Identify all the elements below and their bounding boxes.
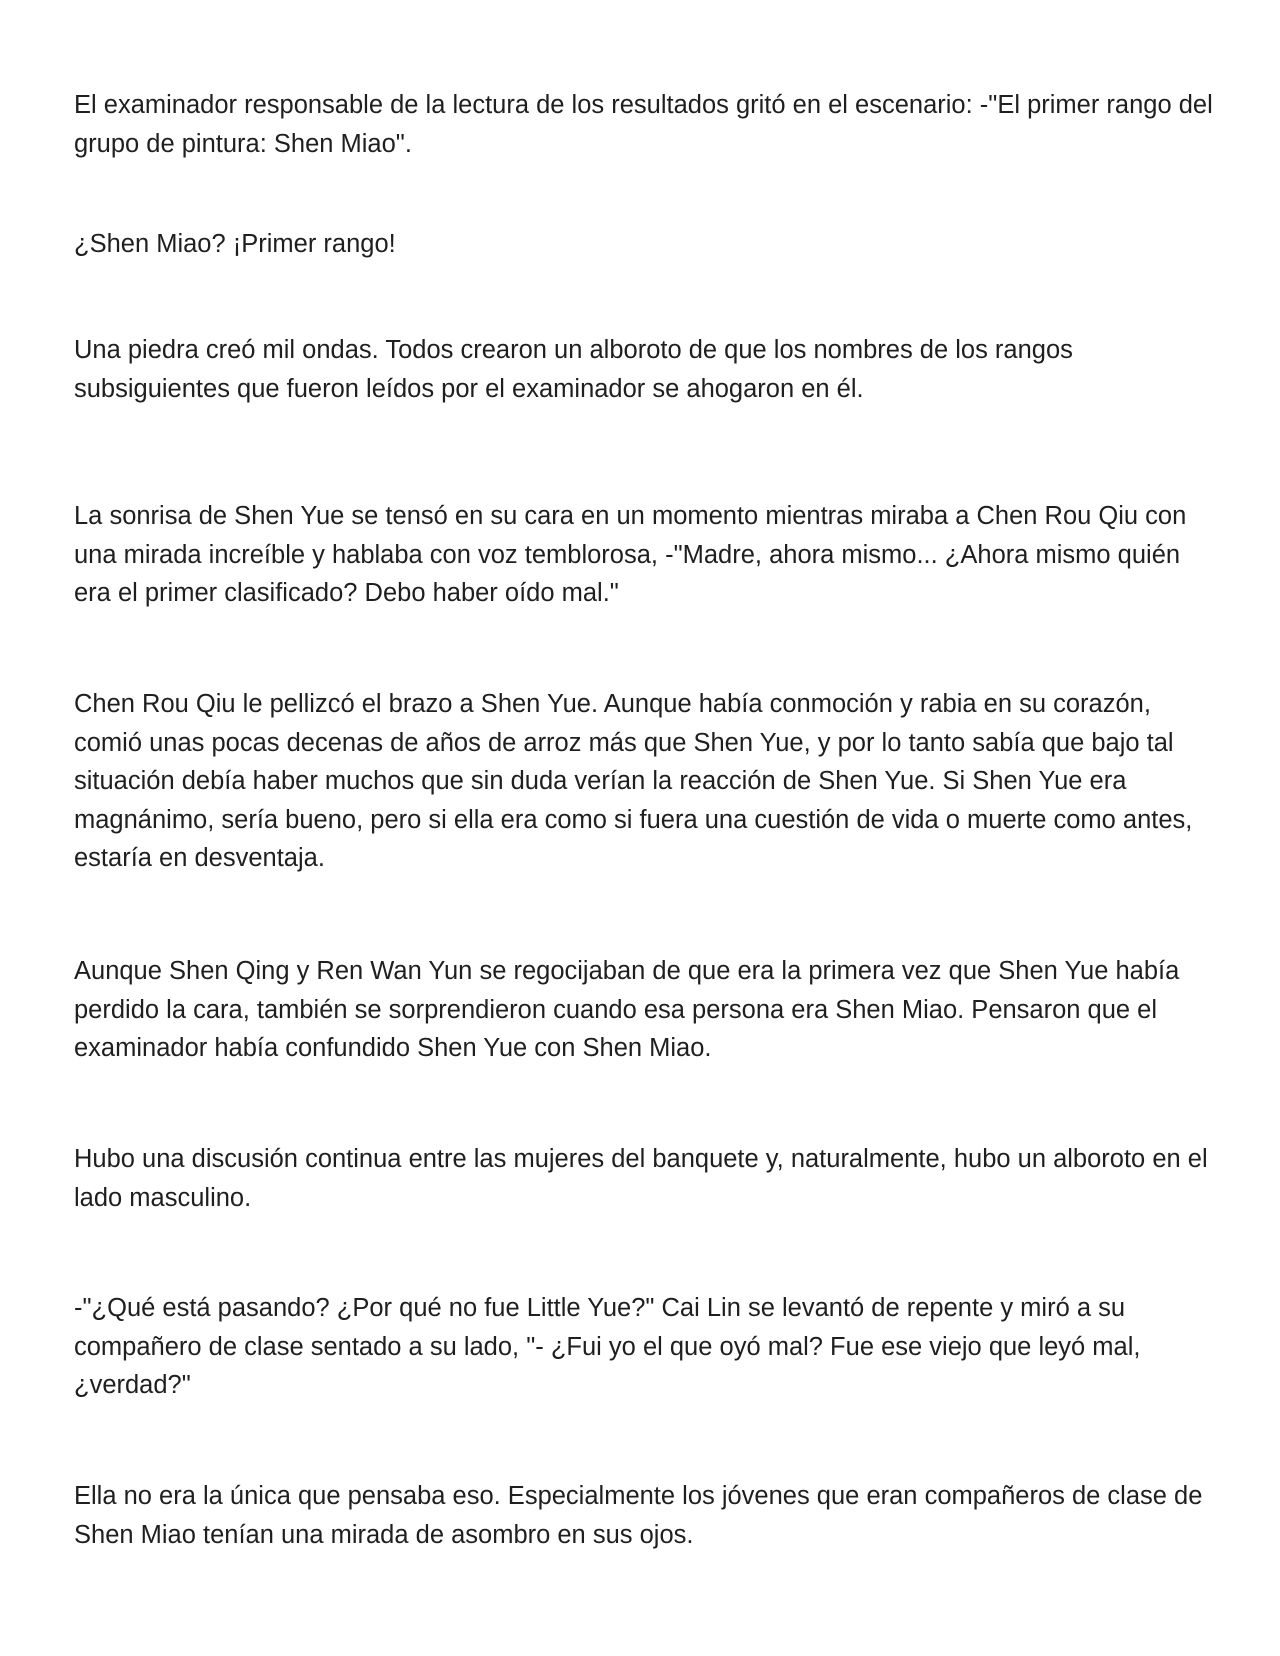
paragraph-exam-result: El examinador responsable de la lectura de los resultados gritó en el escenario: -"El primer rango del grupo de pintura: Shen Miao". [74,91,1213,158]
paragraph-classmates: Ella no era la única que pensaba eso. Especialmente los jóvenes que eran compañeros de clase de Shen Miao tenían una mirada de asombro en sus ojos. [74,1482,1203,1549]
paragraph-shen-yue-smile: La sonrisa de Shen Yue se tensó en su cara en un momento mientras miraba a Chen Rou Qiu con una mirada increíble y hablaba con voz temblorosa, -"Madre, ahora mismo... ¿Ahora mismo quién era el primer clasificado? Debo haber oído mal." [74,502,1187,607]
paragraph-stone-ripples: Una piedra creó mil ondas. Todos crearon un alboroto de que los nombres de los rangos subsiguientes que fueron leídos por el examinador se ahogaron en él. [74,336,1073,403]
paragraph-chen-rou-qiu: Chen Rou Qiu le pellizcó el brazo a Shen Yue. Aunque había conmoción y rabia en su corazón, comió unas pocas decenas de años de arroz más que Shen Yue, y por lo tanto sabía que bajo tal situación debía haber muchos que sin duda verían la reacción de Shen Yue. Si Shen Yue era magnánimo, sería bueno, pero si ella era como si fuera una cuestión de vida o muerte como antes, estaría en desventaja. [74,690,1193,872]
paragraph-shen-miao-first: ¿Shen Miao? ¡Primer rango! [74,230,396,258]
paragraph-banquet-discussion: Hubo una discusión continua entre las mujeres del banquete y, naturalmente, hubo un alboroto en el lado masculino. [74,1145,1208,1212]
paragraph-cai-lin: -"¿Qué está pasando? ¿Por qué no fue Little Yue?" Cai Lin se levantó de repente y miró a su compañero de clase sentado a su lado, "- ¿Fui yo el que oyó mal? Fue ese viejo que leyó mal, ¿verdad?" [74,1294,1141,1399]
paragraph-shen-qing-ren-wan-yun: Aunque Shen Qing y Ren Wan Yun se regocijaban de que era la primera vez que Shen Yue había perdido la cara, también se sorprendieron cuando esa persona era Shen Miao. Pensaron que el examinador había confundido Shen Yue con Shen Miao. [74,957,1180,1062]
